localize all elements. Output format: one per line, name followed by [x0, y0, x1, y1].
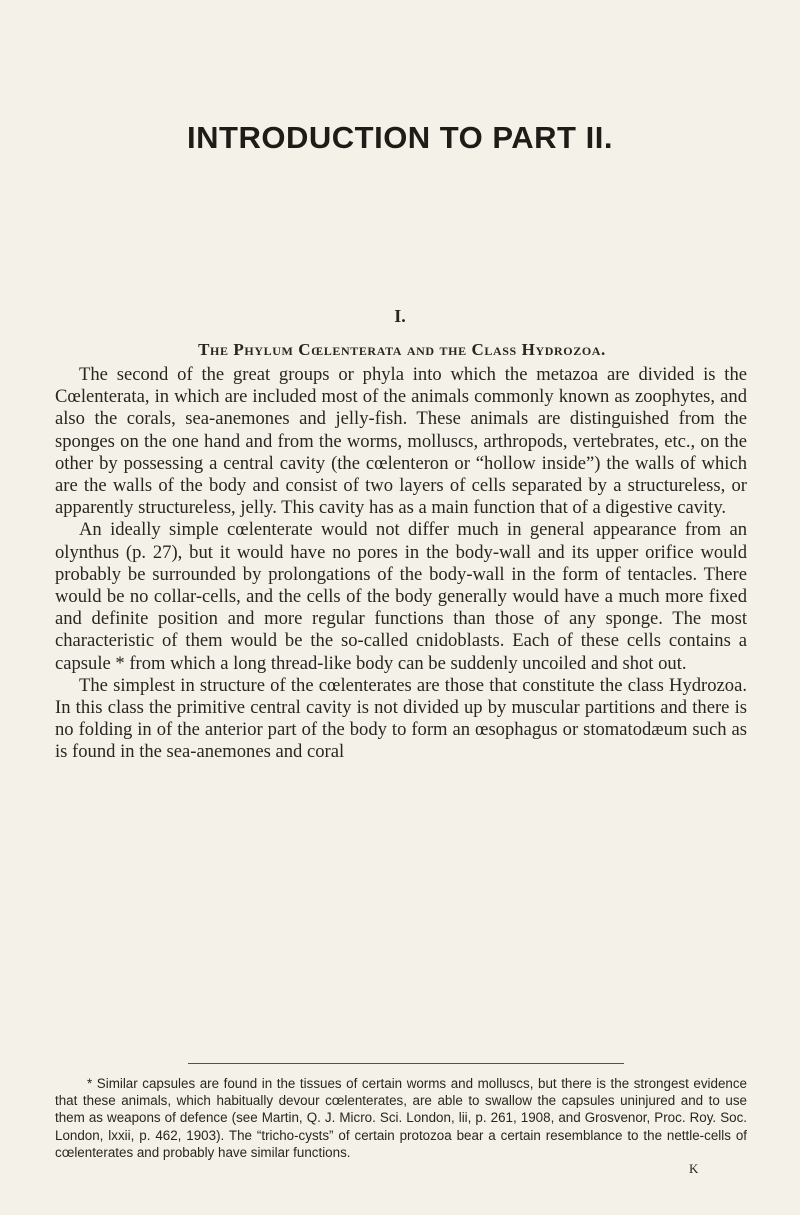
paragraph-2: An ideally simple cœlenterate would not differ much in general appearance from an olynthus (p. 27), but it would have no pores in the body-wall and its upper orifice would probably be surrounded by prolongations of the body-wall in the form of tentacles. There would be no collar-cells, and the cells of the body generally would have a much more fixed and definite position and more regular functions than those of any sponge. The most characteristic of them would be the so-called cnidoblasts. Each of these cells contains a capsule * from which a long thread-like body can be suddenly uncoiled and shot out.: [55, 519, 747, 674]
footnote: * Similar capsules are found in the tissues of certain worms and molluscs, but there is the strongest evidence that these animals, which habitually devour cœlenterates, are able to swallow the capsules uninjured and to use them as weapons of defence (see Martin, Q. J. Micro. Sci. London, lii, p. 261, 1908, and Grosvenor, Proc. Roy. Soc. London, lxxii, p. 462, 1903). The “tricho-cysts” of certain protozoa bear a certain resemblance to the nettle-cells of cœlenterates and probably have similar functions.: [55, 1076, 747, 1160]
signature-mark: K: [689, 1161, 699, 1176]
page-title: INTRODUCTION TO PART II.: [187, 120, 613, 155]
paragraph-3: The simplest in structure of the cœlenterates are those that constitute the class Hydrozoa. In this class the primitive central cavity is not divided up by muscular partitions and there is no folding in of the anterior part of the body to form an œsophagus or stomatodæum such as is found in the sea-anemones and coral: [55, 674, 747, 763]
body-text: [55, 364, 747, 764]
paragraph-1: The second of the great groups or phyla into which the metazoa are divided is the Cœlenterata, in which are included most of the animals commonly known as zoophytes, and also the corals, sea-anemones and jelly-fish. These animals are distinguished from the sponges on the one hand and from the worms, molluscs, arthropods, vertebrates, etc., on the other by possessing a central cavity (the cœlenteron or “hollow inside”) the walls of which are the walls of the body and consist of two layers of cells separated by a structureless, or apparently structureless, jelly. This cavity has as a main function that of a digestive cavity.: [55, 364, 747, 519]
section-title: The Phylum Cœlenterata and the Class Hydrozoa.: [198, 340, 606, 359]
section-number: I.: [394, 306, 406, 326]
footnote-divider: [188, 1063, 624, 1064]
